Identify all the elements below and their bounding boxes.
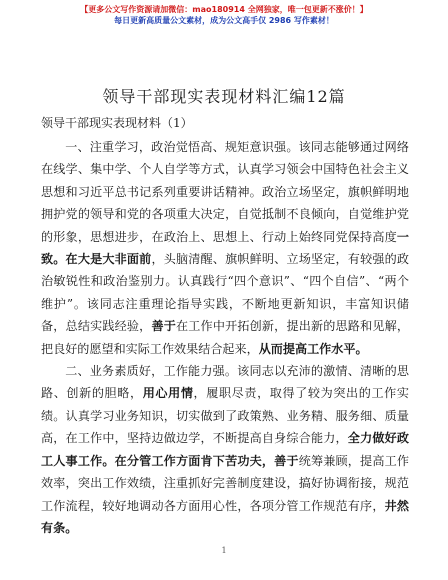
document-title: 领导干部现实表现材料汇编12篇: [102, 87, 346, 106]
bold-run: 全力做好政工人事工作。在分管工作方面肯下苦功夫，善于: [41, 431, 409, 468]
text-run: 一、注重学习，政治觉悟高、规矩意识强。该同志能够通过网络在线学、集中学、个人自学等方式，认真学习领会中国特色社会主义思想和习近平总书记系列重要讲话精神。政治立场坚定，旗帜鲜明地拥护党的领导和党的各项重大决定，自觉抵制不良倾向，自觉维护党的形象，思想进步，在政治上、思想上、行动上始终同党保持高度: [41, 140, 409, 244]
bold-run: 井然有条。: [41, 498, 409, 535]
text-run: ，履职尽责，取得了较为突出的工作实绩。认真学习业务知识，切实做到了政策熟、业务精、服务细、质量高，在工作中，坚持边做边学，不断提高自身综合能力，: [41, 386, 409, 446]
banner-line-1: 【更多公文写作资源请加微信：mao180914 全网独家，唯一包更新不涨价！】: [80, 5, 368, 14]
bold-run: 善于: [151, 319, 176, 334]
document-body: [41, 136, 409, 539]
paragraph-1: [41, 136, 409, 360]
document-subtitle: 领导干部现实表现材料（1）: [41, 116, 193, 130]
paragraph-2: [41, 360, 409, 539]
text-run: 二、业务素质好，工作能力强。该同志以充沛的激情、清晰的思路、创新的胆略，: [41, 364, 409, 401]
text-run: 在工作中开拓创新，提出新的思路和见解，把良好的愿望和实际工作效果结合起来，: [41, 319, 409, 356]
text-run: 统筹兼顾，提高工作效率，突出工作效绩，注重抓好完善制度建设，搞好协调衔接，规范工作流程，较好地调动各方面用心性，各项分管工作规范有序，: [41, 453, 409, 513]
banner-line-2: 每日更新高质量公文素材，成为公文高手仅 2986 写作素材！: [114, 16, 334, 25]
bold-run: 用心用情: [142, 386, 194, 401]
bold-run: 一致。在大是大非面前: [41, 229, 409, 267]
page-number: 1: [221, 546, 227, 555]
text-run: ，头脑清醒、旗帜鲜明、立场坚定，有较强的政治敏锐性和政治鉴别力。认真践行“四个意识”、“四个自信”、“两个维护”。该同志注重理论指导实践，不断地更新知识，丰富知识储备，总结实践经验，: [41, 252, 409, 334]
promo-banner: [0, 4, 448, 26]
bold-run: 从而提高工作水平。: [258, 341, 368, 356]
